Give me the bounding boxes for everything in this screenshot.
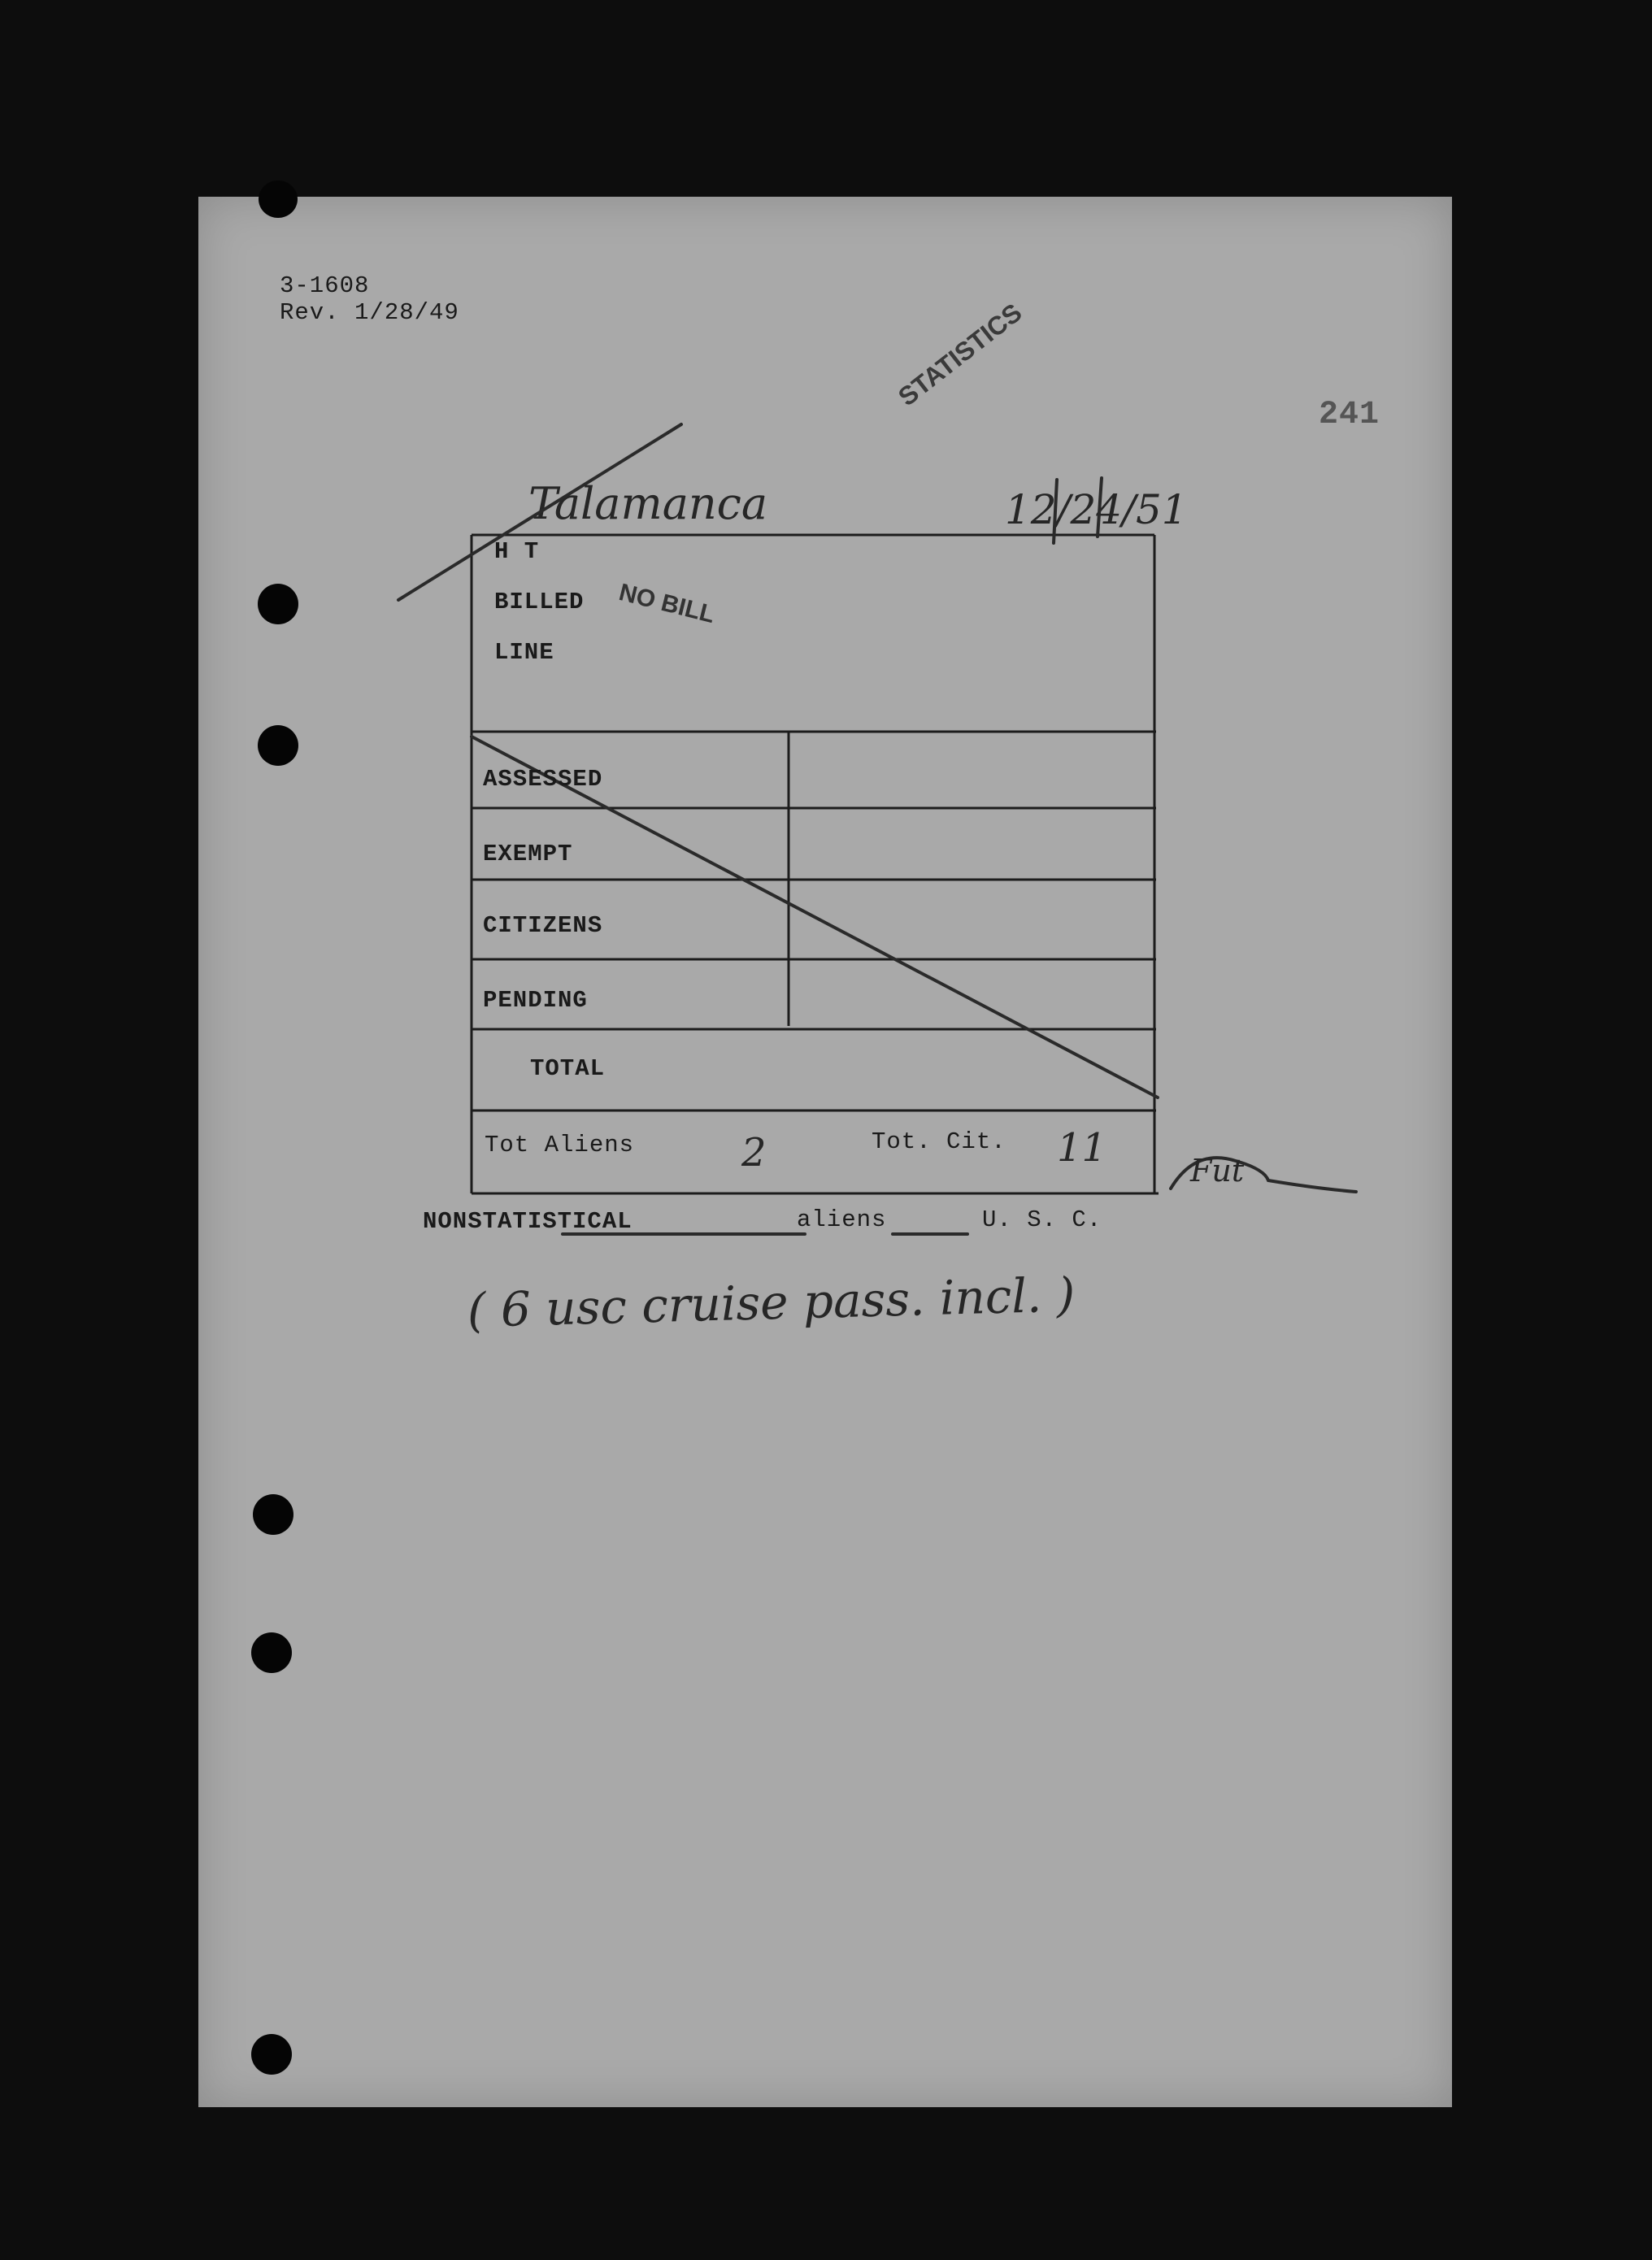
row-exempt-label: EXEMPT	[483, 841, 573, 867]
tot-cit-value: 11	[1057, 1125, 1107, 1171]
nonstatistical-usc-label: U. S. C.	[982, 1206, 1102, 1233]
vessel-name: Talamanca	[528, 478, 768, 529]
row-total-label: TOTAL	[530, 1055, 606, 1082]
nonstatistical-aliens-label: aliens	[797, 1206, 887, 1233]
page-number: 241	[1319, 397, 1380, 433]
tot-aliens-label: Tot Aliens	[485, 1132, 635, 1158]
arrival-date: 12/24/51	[1005, 486, 1188, 533]
form-revision: Rev. 1/28/49	[280, 299, 459, 326]
row-pending-label: PENDING	[483, 987, 588, 1014]
row-assessed-label: ASSESSED	[483, 766, 603, 793]
tot-aliens-value: 2	[741, 1130, 767, 1176]
label-billed: BILLED	[494, 589, 585, 615]
statistics-stamp: STATISTICS	[893, 297, 1028, 412]
form-number: 3-1608	[280, 272, 370, 299]
label-line: LINE	[494, 639, 554, 666]
row-citizens-label: CITIZENS	[483, 912, 603, 939]
tot-cit-label: Tot. Cit.	[872, 1128, 1006, 1155]
nonstatistical-label: NONSTATISTICAL	[423, 1208, 633, 1235]
initials-signature: Fut	[1190, 1153, 1245, 1189]
handwritten-cruise-note: ( 6 usc cruise pass. incl. )	[467, 1267, 1076, 1338]
label-ht: H T	[494, 538, 540, 565]
no-bill-note: NO BILL	[616, 579, 718, 629]
